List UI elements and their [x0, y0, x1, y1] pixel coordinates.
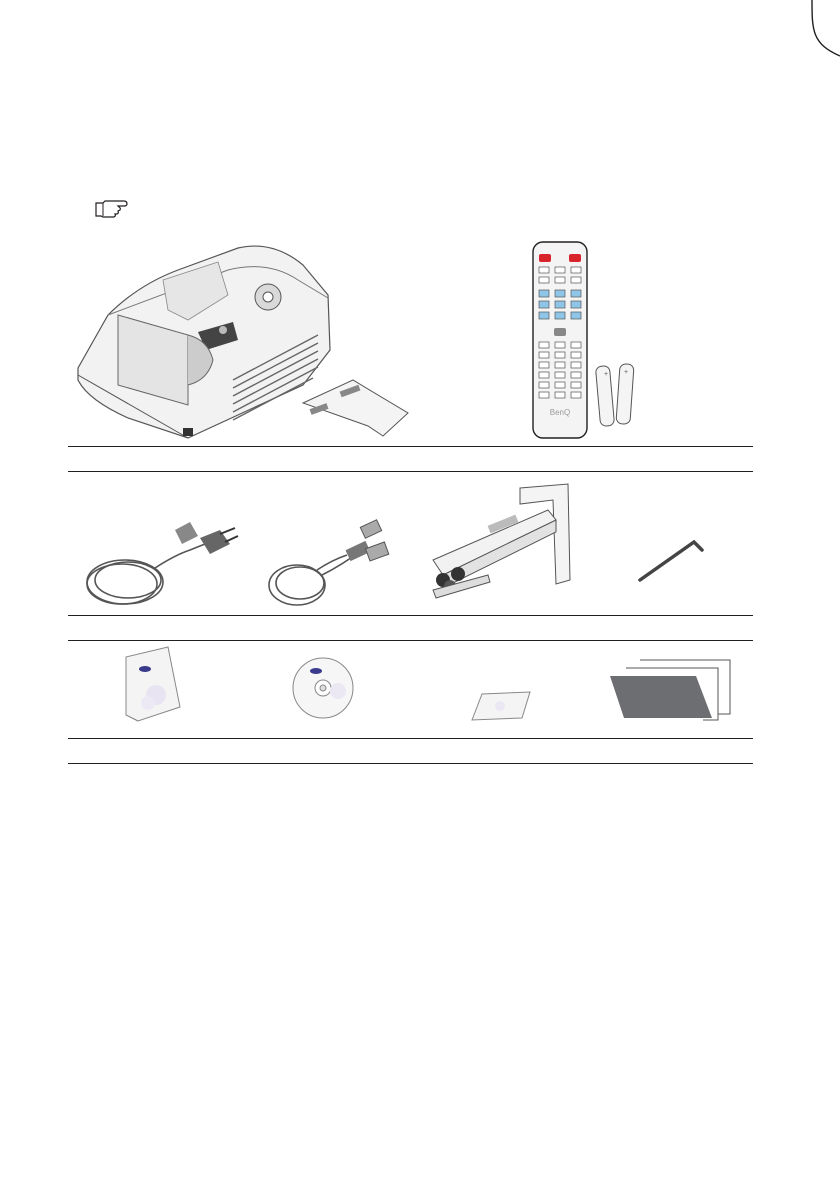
vga-cable-icon	[262, 515, 397, 612]
wall-mount-installation-guide-icon	[608, 656, 733, 722]
batteries-icon	[594, 360, 640, 430]
remote-brand-label: BenQ	[549, 408, 571, 417]
wall-mount-kit-icon	[428, 480, 578, 610]
row1-caption-rule	[68, 471, 753, 472]
wall-mount-plate-icon	[298, 378, 413, 438]
row1-bottom-rule	[68, 446, 753, 447]
hex-key-icon	[636, 530, 706, 585]
row2-bottom-rule	[68, 615, 753, 616]
row3-caption-rule	[68, 763, 753, 764]
power-cord-icon	[80, 520, 240, 612]
svg-text:+: +	[604, 371, 609, 378]
row3-bottom-rule	[68, 738, 753, 739]
page-edge-curve	[0, 0, 840, 60]
pointing-hand-note-icon	[94, 199, 130, 219]
user-manual-cd-icon	[290, 655, 356, 721]
quick-start-guide-icon	[118, 645, 188, 723]
row2-caption-rule	[68, 640, 753, 641]
remote-control-icon	[530, 240, 590, 440]
svg-text:+: +	[624, 369, 629, 376]
warranty-card-icon	[470, 690, 536, 722]
